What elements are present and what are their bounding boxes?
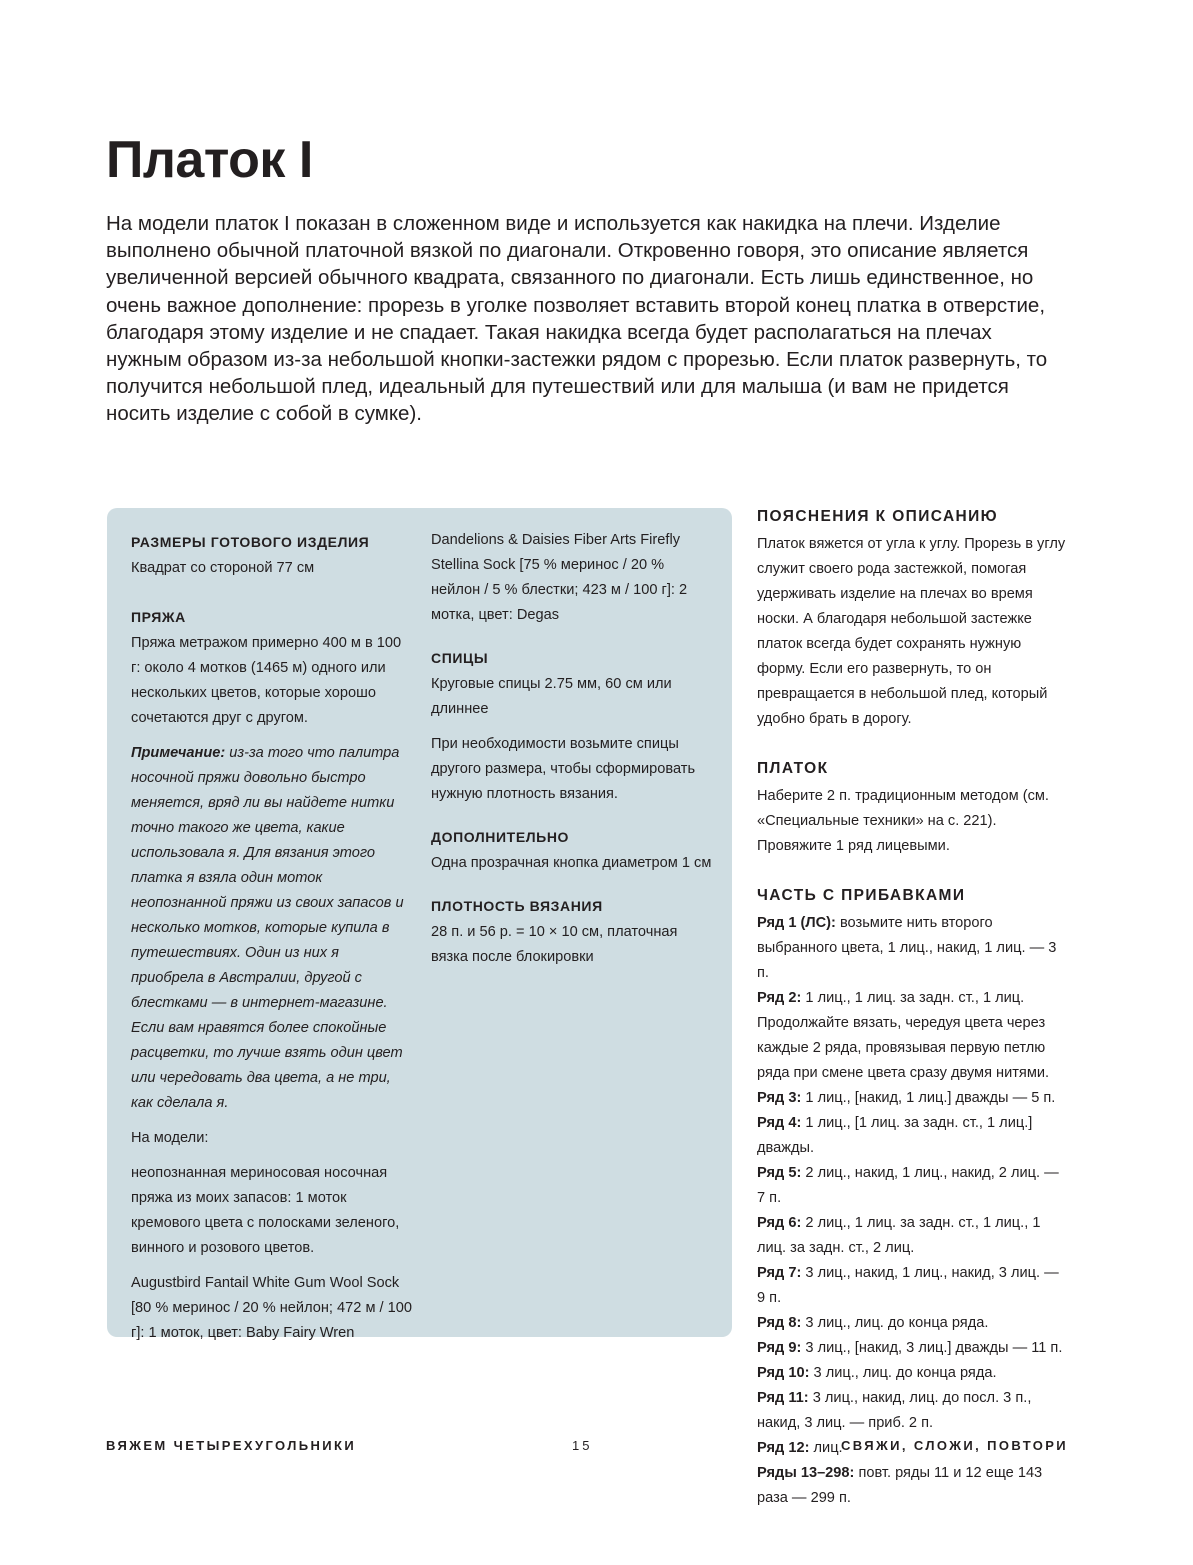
row-label: Ряд 2:	[757, 990, 802, 1006]
gauge-heading: ПЛОТНОСТЬ ВЯЗАНИЯ	[431, 898, 603, 914]
intro-paragraph: На модели платок I показан в сложенном виде и используется как накидка на плечи. Изделие выполнено обычной платочной вязкой по диагонали. Откровенно говоря, это описание является увеличенной версией обычного квадрата, связанного по диагонали. Есть лишь единственное, но очень важное дополнение: прорезь в уголке позволяет вставить второй конец платка в отверстие, благодаря этому изделие и не спадает. Такая накидка всегда будет располагаться на плечах нужным образом из-за небольшой кнопки-застежки рядом с прорезью. Если платок развернуть, то получится небольшой плед, идеальный для путешествий или для малыша (и вам не придется носить изделие с собой в сумке).	[106, 212, 1048, 426]
row-item	[757, 1211, 1069, 1261]
size-heading: РАЗМЕРЫ ГОТОВОГО ИЗДЕЛИЯ	[131, 534, 370, 550]
extra-heading: ДОПОЛНИТЕЛЬНО	[431, 829, 570, 845]
row-item	[757, 1336, 1069, 1361]
row-item	[757, 1311, 1069, 1336]
row-label: Ряд 5:	[757, 1165, 802, 1181]
row-item	[757, 1261, 1069, 1311]
row-text: 1 лиц., 1 лиц. за задн. ст., 1 лиц. Продолжайте вязать, чередуя цвета через каждые 2 ряда, провязывая первую петлю ряда при смене цвета сразу двумя нитями.	[757, 990, 1050, 1081]
extra-text: Одна прозрачная кнопка диаметром 1 см	[431, 855, 712, 871]
footer-book-title: СВЯЖИ, СЛОЖИ, ПОВТОРИ	[841, 1438, 1069, 1453]
yarn-heading: ПРЯЖА	[131, 609, 186, 625]
needles-note: При необходимости возьмите спицы другого размера, чтобы сформировать нужную плотность вязания.	[431, 736, 696, 802]
note-text: из-за того что палитра носочной пряжи довольно быстро меняется, вряд ли вы найдете нитки точно такого же цвета, какие использовала я. Для вязания этого платка я взяла один моток неопознанной пряжи из своих запасов и несколько мотков, которые купила в путешествиях. Один из них я приобрела в Австралии, другой с блестками — в интернет-магазине. Если вам нравятся более спокойные расцветки, то лучше взять один цвет или чередовать два цвета, а не три, как сделала я.	[131, 745, 404, 1111]
row-text: 1 лиц., [накид, 1 лиц.] дважды — 5 п.	[801, 1090, 1056, 1106]
row-text: повт. ряды 11 и 12 еще 143 раза — 299 п.	[757, 1465, 1043, 1506]
shawl-text: Наберите 2 п. традиционным методом (см. «Специальные техники» на с. 221). Провяжите 1 ряд лицевыми.	[757, 788, 1049, 854]
needles-text: Круговые спицы 2.75 мм, 60 см или длиннее	[431, 676, 672, 717]
row-item	[757, 1361, 1069, 1386]
note-label: Примечание:	[131, 745, 226, 761]
row-text: 3 лиц., лиц. до конца ряда.	[809, 1365, 997, 1381]
notes-text: Платок вяжется от угла к углу. Прорезь в углу служит своего рода застежкой, помогая удерживать изделие на плечах во время носки. А благодаря небольшой застежке платок всегда будет сохранять нужную форму. Если его развернуть, то он превращается в небольшой плед, который удобно брать в дорогу.	[757, 536, 1066, 727]
model-yarn-1: неопознанная мериносовая носочная пряжа из моих запасов: 1 моток кремового цвета с полосками зеленого, винного и розового цветов.	[131, 1165, 400, 1256]
row-text: 3 лиц., накид, 1 лиц., накид, 3 лиц. — 9 п.	[757, 1265, 1059, 1306]
page-title: Платок I	[106, 131, 313, 189]
row-label: Ряд 10:	[757, 1365, 810, 1381]
row-text: возьмите нить второго выбранного цвета, 1 лиц., накид, 1 лиц. — 3 п.	[757, 915, 1057, 981]
page-number: 15	[572, 1438, 593, 1453]
row-item	[757, 1111, 1069, 1161]
instructions-column	[757, 502, 1069, 1511]
shawl-heading: ПЛАТОК	[757, 760, 829, 777]
row-label: Ряд 9:	[757, 1340, 802, 1356]
materials-column-left	[131, 528, 413, 1346]
yarn-text: Пряжа метражом примерно 400 м в 100 г: около 4 мотков (1465 м) одного или нескольких цветов, которые хорошо сочетаются друг с другом.	[131, 635, 402, 726]
row-label: Ряд 4:	[757, 1115, 802, 1131]
row-item	[757, 1461, 1069, 1511]
increase-rows	[757, 911, 1069, 1511]
row-text: 3 лиц., [накид, 3 лиц.] дважды — 11 п.	[801, 1340, 1063, 1356]
needles-heading: СПИЦЫ	[431, 650, 489, 666]
row-text: 3 лиц., лиц. до конца ряда.	[801, 1315, 989, 1331]
row-label: Ряды 13–298:	[757, 1465, 855, 1481]
materials-column-right	[431, 528, 716, 970]
row-label: Ряд 3:	[757, 1090, 802, 1106]
row-text: 3 лиц., накид, лиц. до посл. 3 п., накид, 3 лиц. — приб. 2 п.	[757, 1390, 1032, 1431]
model-label: На модели:	[131, 1130, 209, 1146]
row-item	[757, 1386, 1069, 1436]
row-item	[757, 1086, 1069, 1111]
size-text: Квадрат со стороной 77 см	[131, 560, 315, 576]
row-label: Ряд 1 (ЛС):	[757, 915, 836, 931]
model-yarn-2: Augustbird Fantail White Gum Wool Sock [80 % меринос / 20 % нейлон; 472 м / 100 г]: 1 моток, цвет: Baby Fairy Wren	[131, 1275, 412, 1341]
row-text: лиц.	[809, 1440, 843, 1456]
footer-section-title: ВЯЖЕМ ЧЕТЫРЕХУГОЛЬНИКИ	[106, 1438, 357, 1453]
row-item	[757, 986, 1069, 1086]
row-text: 2 лиц., накид, 1 лиц., накид, 2 лиц. — 7 п.	[757, 1165, 1059, 1206]
row-text: 1 лиц., [1 лиц. за задн. ст., 1 лиц.] дважды.	[757, 1115, 1033, 1156]
row-text: 2 лиц., 1 лиц. за задн. ст., 1 лиц., 1 лиц. за задн. ст., 2 лиц.	[757, 1215, 1041, 1256]
row-item	[757, 1161, 1069, 1211]
row-label: Ряд 6:	[757, 1215, 802, 1231]
row-label: Ряд 8:	[757, 1315, 802, 1331]
gauge-text: 28 п. и 56 р. = 10 × 10 см, платочная вязка после блокировки	[431, 924, 678, 965]
increase-heading: ЧАСТЬ С ПРИБАВКАМИ	[757, 887, 966, 904]
row-label: Ряд 11:	[757, 1390, 809, 1406]
row-label: Ряд 12:	[757, 1440, 810, 1456]
yarn-note	[131, 741, 413, 1116]
row-item	[757, 911, 1069, 986]
notes-heading: ПОЯСНЕНИЯ К ОПИСАНИЮ	[757, 508, 999, 525]
model-yarn-3: Dandelions & Daisies Fiber Arts Firefly Stellina Sock [75 % меринос / 20 % нейлон / 5 % блестки; 423 м / 100 г]: 2 мотка, цвет: Degas	[431, 532, 688, 623]
row-label: Ряд 7:	[757, 1265, 802, 1281]
